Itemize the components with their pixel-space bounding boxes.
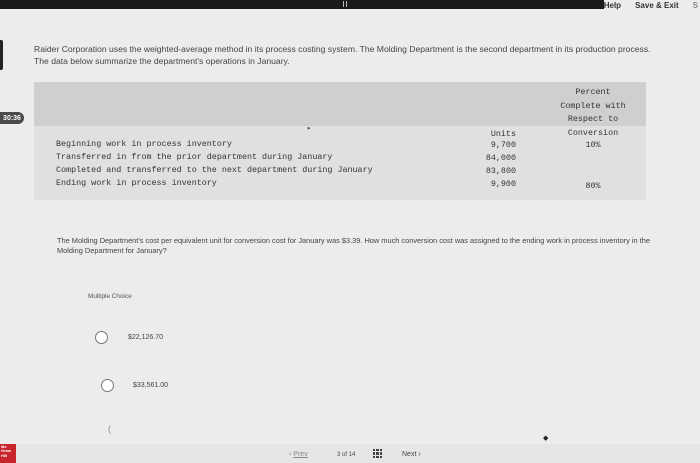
percent-header-line: Respect to — [567, 114, 619, 124]
prev-button[interactable]: ‹ Prev — [289, 451, 308, 458]
problem-intro: Raider Corporation uses the weighted-average method in its process costing system. The Molding Department is the second department in its production process. The data below summarize the department's operations in January. — [34, 44, 651, 66]
extra-button[interactable]: S — [692, 0, 698, 10]
table-row-label: Beginning work in process inventory — [56, 139, 232, 149]
left-edge-handle — [0, 40, 3, 70]
mcgraw-hill-logo: Mc Graw Hill — [0, 444, 16, 463]
bar-handle-icon — [343, 1, 347, 7]
option-1-text[interactable]: $22,126.70 — [128, 334, 164, 341]
question-text: The Molding Department's cost per equivalent unit for conversion cost for January was $3.39. How much conversion cost was assigned to the ending work in process inventory in the Molding Department for January? — [57, 236, 650, 255]
data-table — [34, 82, 646, 200]
table-row-percent: 10% — [585, 140, 601, 150]
option-2-text[interactable]: $33,561.00 — [133, 382, 169, 389]
cursor-icon: ◆ — [543, 435, 549, 442]
percent-header-line: Percent — [575, 87, 611, 97]
chevron-right-icon: › — [418, 451, 421, 458]
top-bar — [0, 0, 700, 9]
units-header: Units — [490, 129, 516, 139]
mouse-cursor-icon: ▸ — [307, 125, 312, 133]
table-row-units: 9,900 — [490, 179, 516, 189]
help-link[interactable]: Help — [603, 0, 622, 10]
percent-header — [554, 86, 632, 140]
percent-header-line: Conversion — [567, 127, 619, 138]
timer-badge: 30:36 — [0, 112, 24, 124]
table-row-percent: 80% — [585, 181, 601, 191]
table-row-units: 9,700 — [490, 140, 516, 150]
table-row-units: 84,000 — [485, 153, 516, 163]
multiple-choice-label: Multiple Choice — [88, 293, 132, 300]
scroll-hint-icon: ( — [108, 424, 111, 434]
radio-option-1[interactable] — [95, 331, 108, 344]
percent-header-line: Complete with — [560, 100, 626, 111]
save-exit-button[interactable]: Save & Exit — [635, 0, 679, 10]
next-button[interactable]: Next › — [402, 451, 421, 458]
table-row-label: Transferred in from the prior department during January — [56, 152, 333, 162]
header-actions — [604, 0, 700, 10]
table-row-units: 83,800 — [485, 166, 516, 176]
page-indicator: 3 of 14 — [337, 452, 356, 458]
table-row-label: Completed and transferred to the next department during January — [56, 165, 373, 175]
chevron-left-icon: ‹ — [289, 451, 292, 458]
table-row-label: Ending work in process inventory — [56, 178, 217, 188]
grid-icon[interactable] — [373, 449, 382, 458]
radio-option-2[interactable] — [101, 379, 114, 392]
